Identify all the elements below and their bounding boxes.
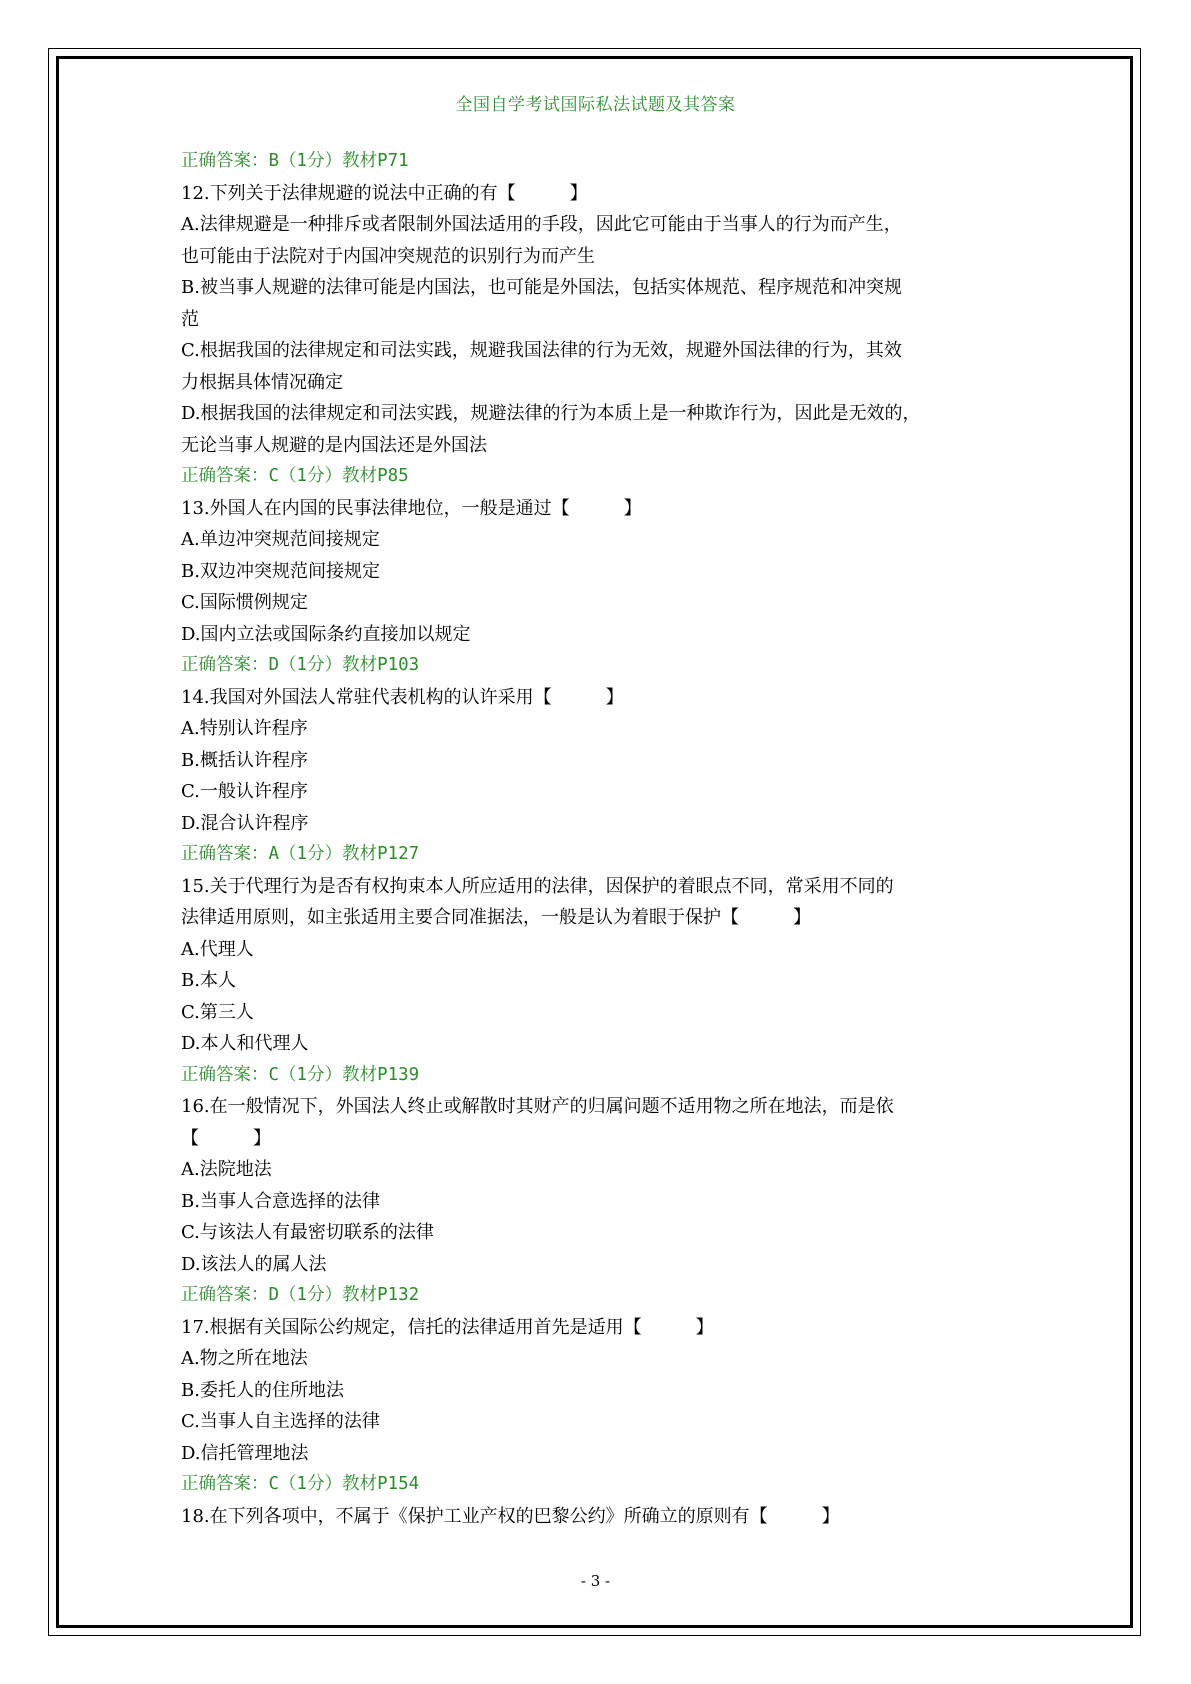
text-line: C.与该法人有最密切联系的法律 <box>181 1222 434 1243</box>
text-line: 也可能由于法院对于内国冲突规范的识别行为而产生 <box>181 245 595 267</box>
text-line: B.本人 <box>181 970 236 991</box>
text-line: 法律适用原则，如主张适用主要合同准据法，一般是认为着眼于保护【 】 <box>181 907 811 928</box>
text-line: B.双边冲突规范间接规定 <box>181 560 380 582</box>
text-line: A.物之所在地法 <box>181 1348 308 1369</box>
answer-line: 正确答案：C（1分）教材P85 <box>181 466 409 486</box>
text-line: B.委托人的住所地法 <box>181 1379 344 1401</box>
text-line: B.当事人合意选择的法律 <box>181 1190 380 1212</box>
text-line: A.代理人 <box>181 938 254 960</box>
text-line: D.根据我国的法律规定和司法实践，规避法律的行为本质上是一种欺诈行为，因此是无效的， <box>181 403 921 424</box>
text-line: C.当事人自主选择的法律 <box>181 1411 380 1432</box>
text-line: C.一般认许程序 <box>181 781 308 802</box>
text-line: 17.根据有关国际公约规定，信托的法律适用首先是适用【 】 <box>181 1316 714 1338</box>
text-line: 14.我国对外国法人常驻代表机构的认许采用【 】 <box>181 686 624 708</box>
text-line: C.国际惯例规定 <box>181 592 308 613</box>
text-line: A.特别认许程序 <box>181 718 308 739</box>
text-line: D.本人和代理人 <box>181 1033 309 1054</box>
text-line: 无论当事人规避的是内国法还是外国法 <box>181 434 487 456</box>
text-line: C.第三人 <box>181 1001 254 1023</box>
answer-line: 正确答案：C（1分）教材P154 <box>181 1474 420 1494</box>
text-line: 13.外国人在内国的民事法律地位，一般是通过【 】 <box>181 497 642 519</box>
page-number: - 3 - <box>580 1572 611 1590</box>
text-line: 力根据具体情况确定 <box>181 371 343 393</box>
answer-line: 正确答案：D（1分）教材P103 <box>181 655 420 675</box>
text-line: 【 】 <box>181 1127 271 1149</box>
text-line: D.该法人的属人法 <box>181 1253 327 1275</box>
document-body <box>181 146 1031 1532</box>
text-line: 12.下列关于法律规避的说法中正确的有【 】 <box>181 182 588 204</box>
page-header-title: 全国自学考试国际私法试题及其答案 <box>455 95 736 115</box>
text-line: D.混合认许程序 <box>181 812 309 834</box>
text-line: B.概括认许程序 <box>181 749 308 771</box>
text-line: 15.关于代理行为是否有权拘束本人所应适用的法律，因保护的着眼点不同，常采用不同的 <box>181 875 894 897</box>
text-line: D.国内立法或国际条约直接加以规定 <box>181 623 471 645</box>
answer-line: 正确答案：B（1分）教材P71 <box>181 151 409 171</box>
text-line: C.根据我国的法律规定和司法实践，规避我国法律的行为无效，规避外国法律的行为，其效 <box>181 340 902 361</box>
text-line: D.信托管理地法 <box>181 1442 309 1464</box>
text-line: A.法律规避是一种排斥或者限制外国法适用的手段，因此它可能由于当事人的行为而产生， <box>181 214 902 235</box>
text-line: A.单边冲突规范间接规定 <box>181 529 380 550</box>
answer-line: 正确答案：A（1分）教材P127 <box>181 844 420 864</box>
answer-line: 正确答案：D（1分）教材P132 <box>181 1285 420 1305</box>
text-line: 18.在下列各项中，不属于《保护工业产权的巴黎公约》所确立的原则有【 】 <box>181 1505 840 1527</box>
text-line: 范 <box>181 308 199 330</box>
answer-line: 正确答案：C（1分）教材P139 <box>181 1064 420 1085</box>
text-line: A.法院地法 <box>181 1159 272 1180</box>
text-line: 16.在一般情况下，外国法人终止或解散时其财产的归属问题不适用物之所在地法，而是依 <box>181 1096 894 1117</box>
text-line: B.被当事人规避的法律可能是内国法，也可能是外国法，包括实体规范、程序规范和冲突规 <box>181 277 902 298</box>
